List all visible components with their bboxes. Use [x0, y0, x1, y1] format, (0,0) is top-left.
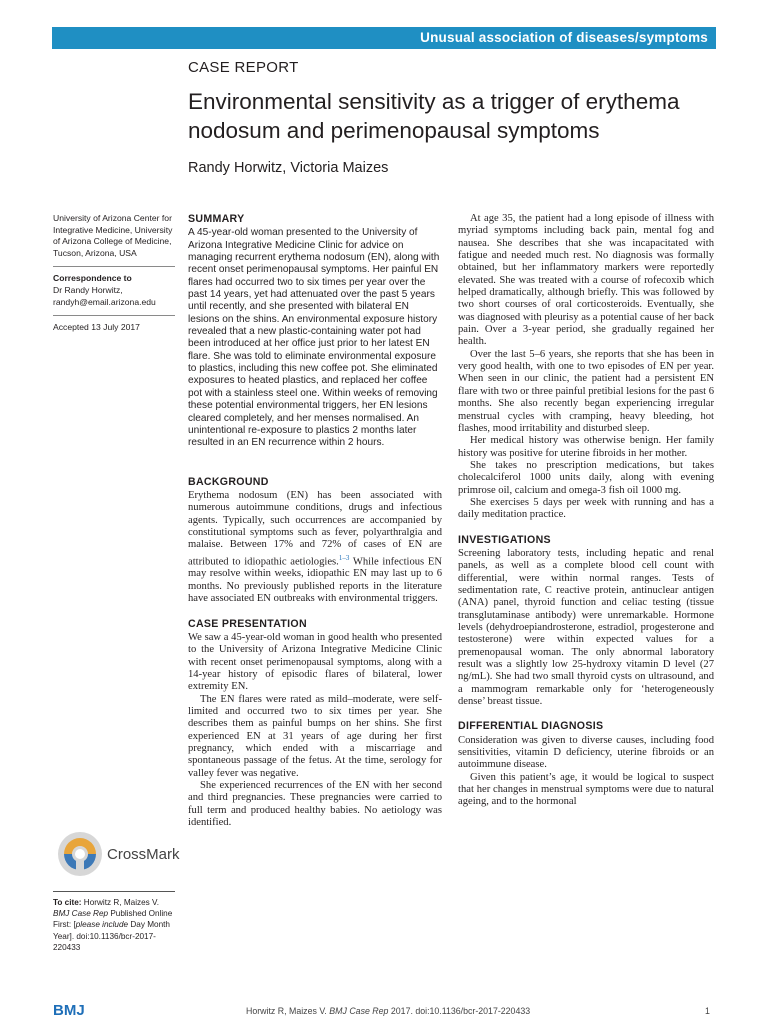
- differential-paragraph: Given this patient’s age, it would be logical to suspect that her changes in menstrual symptoms were due to natural ageing, and to the hormonal: [458, 771, 714, 808]
- cite-date: Day Month Year].: [53, 920, 170, 941]
- history-paragraph: She exercises 5 days per week with running and has a daily meditation practice.: [458, 496, 714, 521]
- column-right: [458, 213, 714, 809]
- cite-doi: doi:10.1136/bcr-2017-220433: [53, 931, 156, 952]
- investigations-text: Screening laboratory tests, including hepatic and renal panels, as well as a complete blood cell count with differential, were within normal ranges. Tests of sedimentation rate, C reactive protein, antinuclear antigen (ANA) panel, thyroid function and celiac testing (tissue transglutaminase antibody) were unremarkable. Hormone levels (dehydroepiandrosterone, estradiol, progesterone and testosterone) were within expected values for a premenopausal woman. The only abnormal laboratory result was a slightly low 25-hydroxy vitamin D level (27 ng/mL). She had two small thyroid cysts on ultrasound, and a mammogram remarkable only for ‘heterogeneously dense’ breast tissue.: [458, 547, 714, 708]
- author-list: Randy Horwitz, Victoria Maizes: [188, 160, 389, 176]
- correspondence-email[interactable]: randyh@email.arizona.edu: [53, 296, 156, 307]
- cite-journal: BMJ Case Rep: [53, 909, 109, 919]
- crossmark-icon: [55, 826, 105, 886]
- investigations-heading: INVESTIGATIONS: [458, 533, 551, 546]
- correspondence-heading: Correspondence to: [53, 273, 132, 284]
- section-banner: Unusual association of diseases/symptoms: [52, 27, 716, 49]
- summary-heading: SUMMARY: [188, 213, 245, 225]
- history-paragraph: She takes no prescription medications, but takes cholecalciferol 1000 units daily, along with evening primrose oil, calcium and omega-3 fish oil 1000 mg.: [458, 459, 714, 496]
- background-heading: BACKGROUND: [188, 475, 269, 488]
- bmj-logo: BMJ: [53, 1002, 85, 1019]
- summary-text: A 45-year-old woman presented to the University of Arizona Integrative Medicine Clinic for advice on managing recurrent erythema nodosum (EN), along with recent onset perimenopausal symptoms. Her painful EN flares had occurred two to six times per year over the past 14 years, yet had attenuated over the past 5 years until recently, and she presented with bilateral EN lesions on the shins. An environmental exposure history revealed that a new plastic-containing water pot had been introduced at her office just prior to her latest EN flare. She was told to eliminate environmental exposure to plastics, including this new coffee pot. She eliminated exposures to heated plastics, and replaced her coffee pot with a stainless steel one. Within weeks of removing these potential environmental triggers, her EN lesions cleared completely, and her menses normalised. An unintentional re-exposure to plastics 2 months later resulted in an EN recurrence within 2 hours.: [188, 227, 440, 449]
- case-paragraph: The EN flares were rated as mild–moderate, were self-limited and occurred two to six times per year. She describes them as painful bumps on her shins. She first experienced EN at 31 years of age during her first pregnancy, which ended with a miscarriage and spontaneous passage of the fetus. At the time, serology for valley fever was negative.: [188, 693, 442, 779]
- citation-box: [53, 891, 175, 953]
- differential-paragraph: Consideration was given to diverse causes, including food sensitivities, vitamin D deficiency, uterine fibroids or an autoimmune disease.: [458, 734, 714, 771]
- cite-please: please include: [75, 920, 129, 930]
- case-paragraph: We saw a 45-year-old woman in good health who presented to the University of Arizona Integrative Medicine Clinic with recent onset perimenopausal symptoms, along with a 14-year history of episodic flares of bilateral, lower extremity EN.: [188, 631, 442, 693]
- crossmark-badge[interactable]: [55, 826, 180, 886]
- cite-label: To cite:: [53, 898, 82, 907]
- background-text: Erythema nodosum (EN) has been associated with numerous autoimmune conditions, drugs and infectious agents. Typically, such occurrences are accompanied by constitutional symptoms such as fever, polyarthralgia and malaise. Between 17% and 72% of cases of EN are attributed to idiopathic aetiologies.$^{1-3}$ While infectious EN may resolve within weeks, idiopathic EN may last up to 6 months. No previously published reports in the literature have associated EN outbreaks with environmental triggers.: [188, 489, 442, 605]
- differential-heading: DIFFERENTIAL DIAGNOSIS: [458, 720, 604, 733]
- cite-authors: Horwitz R, Maizes V.: [83, 898, 160, 907]
- case-paragraph: She experienced recurrences of the EN with her second and third pregnancies. These pregnancies were carried to full term and produced healthy babies. No aetiology was identified.: [188, 779, 442, 828]
- reference-link[interactable]: 1–3: [338, 553, 350, 562]
- history-paragraph: Her medical history was otherwise benign. Her family history was positive for uterine fibroids in her mother.: [458, 435, 714, 459]
- affiliation: University of Arizona Center for Integrative Medicine, University of Arizona College of Medicine, Tucson, Arizona, USA: [53, 213, 173, 258]
- history-paragraph: Over the last 5–6 years, she reports that she has been in very good health, with one to two episodes of EN per year. When seen in our clinic, the patient had a persistent EN flare with two or three painful pretibial lesions for the past 6 months. She also recently began experiencing irregular menstrual cycles with cramping, heavy bleeding, hot flashes, mood irritability and disturbed sleep.: [458, 348, 714, 434]
- article-title: Environmental sensitivity as a trigger of erythema nodosum and perimenopausal symptoms: [188, 89, 680, 143]
- accepted-date: Accepted 13 July 2017: [53, 322, 140, 333]
- cite-published: Published Online First: [: [53, 909, 173, 930]
- history-paragraph: At age 35, the patient had a long episode of illness with myriad symptoms including back pain, mental fog and nausea. She describes that she was incapacitated with fatigue and needed much rest. No diagnosis was formally obtained, but her inflammatory markers were reportedly elevated. She was treated with a course of rofecoxib which helped dramatically, although briefly. This was followed by two short courses of oral corticosteroids. Eventually, she was diagnosed with pleurisy as a potential cause of her back pain. Over a 3-year period, she gradually regained her health.: [458, 213, 714, 348]
- crossmark-label: CrossMark: [107, 846, 180, 863]
- column-left: [188, 213, 442, 829]
- case-presentation-heading: CASE PRESENTATION: [188, 617, 307, 630]
- page-number: 1: [705, 1006, 710, 1016]
- footer-citation: Horwitz R, Maizes V. BMJ Case Rep 2017. doi:10.1136/bcr-2017-220433: [246, 1006, 531, 1016]
- article-type-label: CASE REPORT: [188, 59, 299, 76]
- divider: [53, 315, 175, 316]
- side-info: [53, 213, 175, 334]
- divider: [53, 266, 175, 267]
- correspondence-name: Dr Randy Horwitz,: [53, 284, 123, 295]
